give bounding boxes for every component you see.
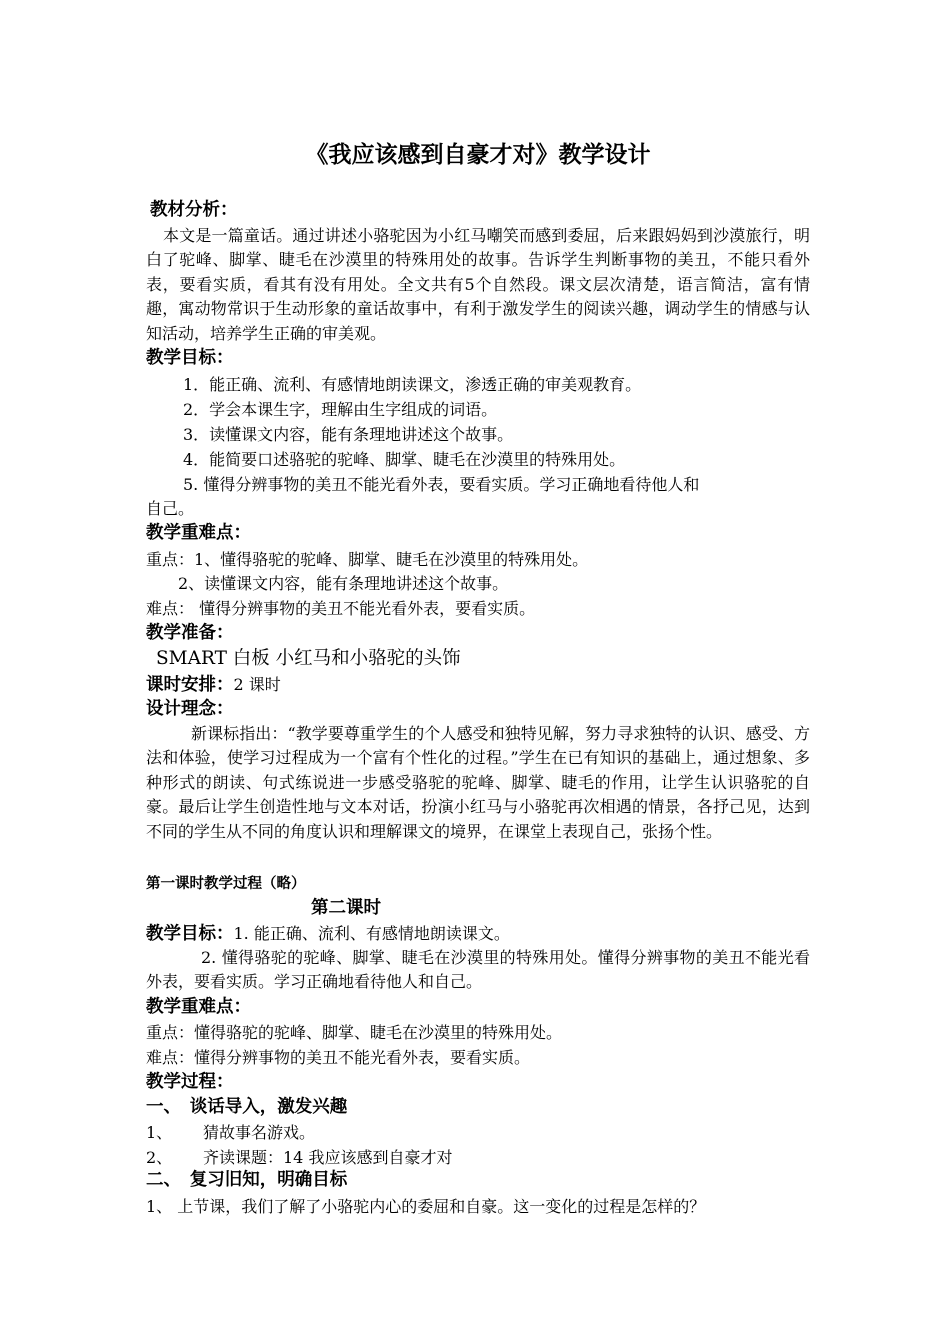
second-goals-line [146, 926, 510, 942]
second-keypoint: 重点：懂得骆驼的驼峰、脚掌、睫毛在沙漠里的特殊用处。 [146, 1023, 563, 1042]
second-difficult-point: 难点：懂得分辨事物的美丑不能光看外表，要看实质。 [146, 1048, 531, 1067]
second-goal-1: 1. 能正确、流利、有感情地朗读课文。 [233, 924, 510, 943]
schedule-heading: 课时安排： [146, 675, 234, 695]
goal-item-5-cont: 自己。 [146, 499, 195, 518]
second-goal-2: 2. 懂得骆驼的驼峰、脚掌、睫毛在沙漠里的特殊用处。懂得分辨事物的美丑不能光看外表，要看实质。学习正确地看待他人和自己。 [146, 948, 810, 992]
concept-heading: 设计理念： [146, 699, 234, 719]
goal-item-5: 5. 懂得分辨事物的美丑不能光看外表，要看实质。学习正确地看待他人和 [183, 475, 700, 494]
section-2-item-1: 1、 上节课，我们了解了小骆驼内心的委屈和自豪。这一变化的过程是怎样的？ [146, 1197, 706, 1216]
process-heading: 教学过程： [146, 1072, 234, 1092]
first-lesson-note: 第一课时教学过程（略） [146, 876, 306, 892]
second-keypoints-heading: 教学重难点： [146, 997, 251, 1017]
schedule-line [146, 677, 281, 693]
goal-item-2: 2．学会本课生字，理解由生字组成的词语。 [183, 400, 498, 419]
keypoint-2: 2、读懂课文内容，能有条理地讲述这个故事。 [178, 574, 509, 593]
keypoints-heading: 教学重难点： [146, 523, 251, 543]
section-1-heading: 一、 谈话导入，激发兴趣 [146, 1097, 348, 1117]
section-1-item-2-text: 齐读课题：14 我应该感到自豪才对 [203, 1148, 453, 1167]
prep-text: SMART 白板 小红马和小骆驼的头饰 [156, 648, 461, 669]
prep-heading: 教学准备： [146, 623, 234, 643]
analysis-heading: 教材分析： [150, 200, 238, 220]
section-1-item-1-num: 1、 [146, 1123, 173, 1142]
goal-item-4: 4．能简要口述骆驼的驼峰、脚掌、睫毛在沙漠里的特殊用处。 [183, 450, 626, 469]
goal-item-3: 3．读懂课文内容，能有条理地讲述这个故事。 [183, 425, 514, 444]
concept-text: 新课标指出：“教学要尊重学生的个人感受和独特见解，努力寻求独特的认识、感受、方法和体验，使学习过程成为一个富有个性化的过程。”学生在已有知识的基础上，通过想象、多种形式的朗读、句式练说进一步感受骆驼的驼峰、脚掌、睫毛的作用，让学生认识骆驼的自豪。最后让学生创造性地与文本对话，扮演小红马与小骆驼再次相遇的情景，各抒己见，达到不同的学生从不同的角度认识和理解课文的境界，在课堂上表现自己，张扬个性。 [146, 724, 810, 841]
goals-heading: 教学目标： [146, 348, 234, 368]
section-1-item-2 [146, 1150, 452, 1166]
goal-item-1: 1．能正确、流利、有感情地朗读课文，渗透正确的审美观教育。 [183, 375, 642, 394]
schedule-text: 2 课时 [233, 675, 281, 694]
keypoint-1: 重点：1、懂得骆驼的驼峰、脚掌、睫毛在沙漠里的特殊用处。 [146, 550, 589, 569]
difficult-point: 难点： 懂得分辨事物的美丑不能光看外表，要看实质。 [146, 599, 536, 618]
second-lesson-heading: 第二课时 [311, 898, 381, 918]
section-1-item-1 [146, 1125, 315, 1141]
document-title: 《我应该感到自豪才对》教学设计 [305, 142, 651, 168]
section-2-heading: 二、 复习旧知，明确目标 [146, 1170, 348, 1190]
second-goals-heading: 教学目标： [146, 924, 234, 944]
section-1-item-2-num: 2、 [146, 1148, 173, 1167]
section-1-item-1-text: 猜故事名游戏。 [203, 1123, 316, 1142]
analysis-text: 本文是一篇童话。通过讲述小骆驼因为小红马嘲笑而感到委屈，后来跟妈妈到沙漠旅行，明白了驼峰、脚掌、睫毛在沙漠里的特殊用处的故事。告诉学生判断事物的美丑，不能只看外表，要看实质，看其有没有用处。全文共有5个自然段。课文层次清楚，语言简洁，富有情趣，寓动物常识于生动形象的童话故事中，有利于激发学生的阅读兴趣，调动学生的情感与认知活动，培养学生正确的审美观。 [146, 226, 810, 343]
